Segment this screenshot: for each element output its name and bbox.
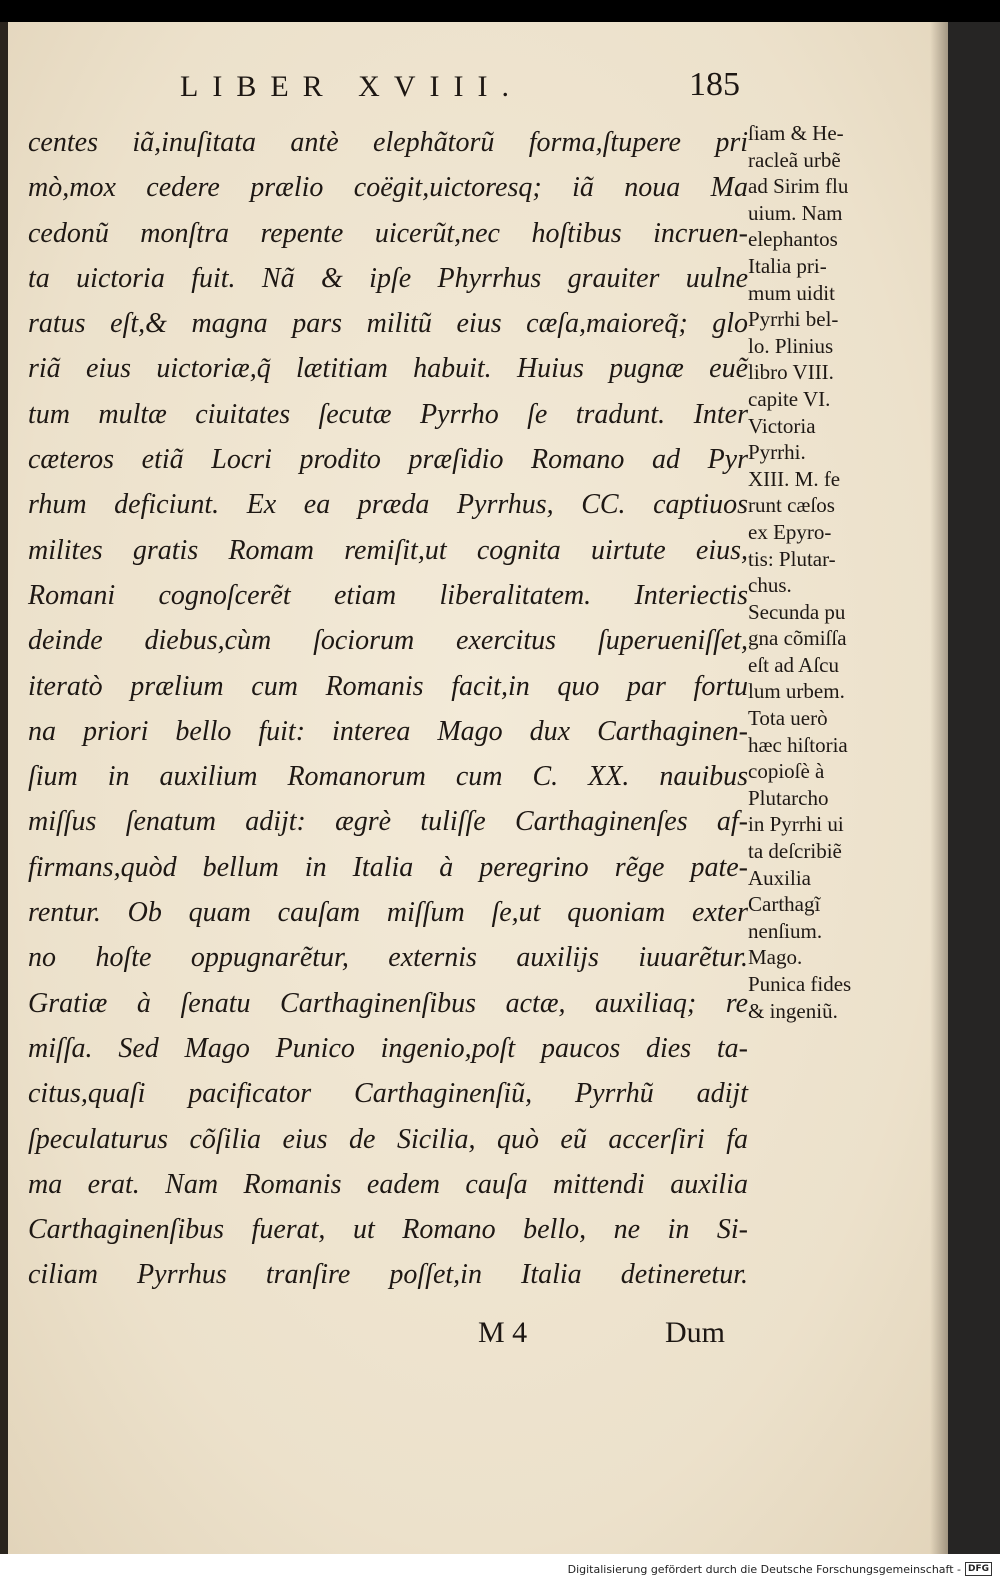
margin-note-line: Italia pri- (748, 253, 827, 278)
running-head (180, 66, 740, 110)
margin-note-line: Auxilia (748, 865, 811, 890)
text-line: deinde diebus,cùm ſociorum exercitus ſuperueniſſet, (28, 625, 748, 657)
text-line: citus,quaſi pacificator Carthaginenſiũ, Pyrrhũ adijt (28, 1078, 748, 1110)
margin-note-line: racleã urbẽ (748, 147, 841, 172)
margin-note-line: Carthagĩ (748, 892, 821, 917)
running-title: LIBER XVIII. (180, 70, 523, 103)
margin-note-line: Punica fides (748, 972, 852, 996)
margin-note-line: libro VIII. (748, 360, 834, 385)
text-line: na priori bello fuit: interea Mago dux Carthaginen- (28, 715, 748, 747)
text-line: Romani cognoſcerẽt etiam liberalitatem. Interiectis (28, 579, 748, 611)
margin-note-line: Pyrrhi. (748, 440, 806, 465)
margin-note-line: eſt ad Aſcu (748, 652, 839, 677)
margin-note-line: ad Sirim flu (748, 174, 849, 199)
margin-note-line: ex Epyro- (748, 519, 832, 544)
margin-note-line: copioſè à (748, 759, 825, 784)
margin-notes (748, 120, 928, 1024)
margin-note-line: mum uidit (748, 280, 835, 305)
text-line: Gratiæ à ſenatu Carthaginenſibus actæ, auxiliaq; re (28, 987, 748, 1019)
text-line: ſium in auxilium Romanorum cum C. XX. nauibus (28, 761, 748, 793)
text-line: firmans,quòd bellum in Italia à peregrino rẽge pate- (28, 851, 748, 883)
left-book-edge (0, 22, 8, 1554)
margin-note-line: Victoria (748, 413, 816, 438)
margin-note-line: ta deſcribiẽ (748, 839, 842, 864)
text-line: ciliam Pyrrhus tranſire poſſet,in Italia detineretur. (28, 1259, 748, 1291)
margin-note-line: in Pyrrhi ui (748, 812, 844, 837)
text-line: cæteros etiã Locri prodito præſidio Romano ad Pyr (28, 444, 748, 476)
text-line: tum multæ ciuitates ſecutæ Pyrrho ſe tradunt. Inter (28, 398, 748, 430)
margin-note-line: nenſium. (748, 918, 823, 943)
text-line: rhum deficiunt. Ex ea præda Pyrrhus, CC. captiuos (28, 489, 748, 521)
text-line: Carthaginenſibus fuerat, ut Romano bello, ne in Si- (28, 1214, 748, 1246)
margin-note-line: Tota uerò (748, 706, 828, 731)
margin-note-line: & ingeniũ. (748, 998, 838, 1023)
page-gutter-shadow (930, 22, 948, 1554)
text-line: ſpeculaturus cõſilia eius de Sicilia, quò eũ accerſiri fa (28, 1123, 748, 1155)
digitization-credit (568, 1559, 992, 1579)
margin-note-line: gna cõmiſſa (748, 626, 847, 651)
margin-note-line: uium. Nam (748, 200, 843, 225)
text-line: ta uictoria fuit. Nã & ipſe Phyrrhus grauiter uulne (28, 262, 748, 294)
margin-note-line: ſiam & He- (748, 121, 844, 145)
margin-note-line: lum urbem. (748, 679, 845, 704)
credit-text: Digitalisierung gefördert durch die Deutsche Forschungsgemeinschaft - (567, 1562, 961, 1576)
text-line: rentur. Ob quam cauſam miſſum ſe,ut quoniam exter (28, 897, 748, 929)
text-line: ratus eſt,& magna pars militũ eius cæſa,maioreq̃; glo (28, 308, 748, 340)
margin-note-line: hæc hiſtoria (748, 732, 848, 757)
text-line: miſſa. Sed Mago Punico ingenio,poſt paucos dies ta- (28, 1032, 748, 1064)
margin-note-line: Plutarcho (748, 785, 829, 810)
right-book-edge (948, 22, 1000, 1554)
text-line: mò,mox cedere prælio coëgit,uictoresq; iã noua Ma (28, 172, 748, 204)
text-line: no hoſte oppugnarẽtur, externis auxilijs iuuarẽtur. (28, 942, 748, 974)
main-text-block (28, 120, 748, 1298)
margin-note-line: elephantos (748, 227, 838, 252)
signature-mark: M 4 (478, 1316, 528, 1349)
text-line: centes iã,inuſitata antè elephãtorũ forma,ſtupere pri (28, 127, 748, 158)
margin-note-line: capite VI. (748, 386, 831, 411)
text-line: riã eius uictoriæ,q̃ lætitiam habuit. Huius pugnæ euẽ (28, 353, 748, 385)
margin-note-line: chus. (748, 573, 792, 598)
margin-note-line: Mago. (748, 945, 803, 970)
margin-note-line: Secunda pu (748, 599, 846, 624)
page-number: 185 (689, 66, 740, 103)
margin-note-line: XIII. M. fe (748, 466, 841, 491)
margin-note-line: tis: Plutar- (748, 546, 836, 571)
top-black-bar (0, 0, 1000, 22)
margin-note-line: runt cæſos (748, 493, 835, 518)
text-line: milites gratis Romam remiſit,ut cognita uirtute eius, (28, 534, 748, 566)
text-line: cedonũ monſtra repente uicerũt,nec hoſtibus incruen- (28, 217, 748, 249)
text-line: iteratò prælium cum Romanis facit,in quo par fortu (28, 670, 748, 702)
text-line: miſſus ſenatum adijt: ægrè tuliſſe Carthaginenſes af- (28, 806, 748, 838)
margin-note-line: Pyrrhi bel- (748, 307, 839, 332)
margin-note-line: lo. Plinius (748, 333, 834, 358)
catchword: Dum (665, 1316, 725, 1349)
text-line: ma erat. Nam Romanis eadem cauſa mittendi auxilia (28, 1168, 748, 1200)
dfg-logo: DFG (965, 1562, 992, 1576)
